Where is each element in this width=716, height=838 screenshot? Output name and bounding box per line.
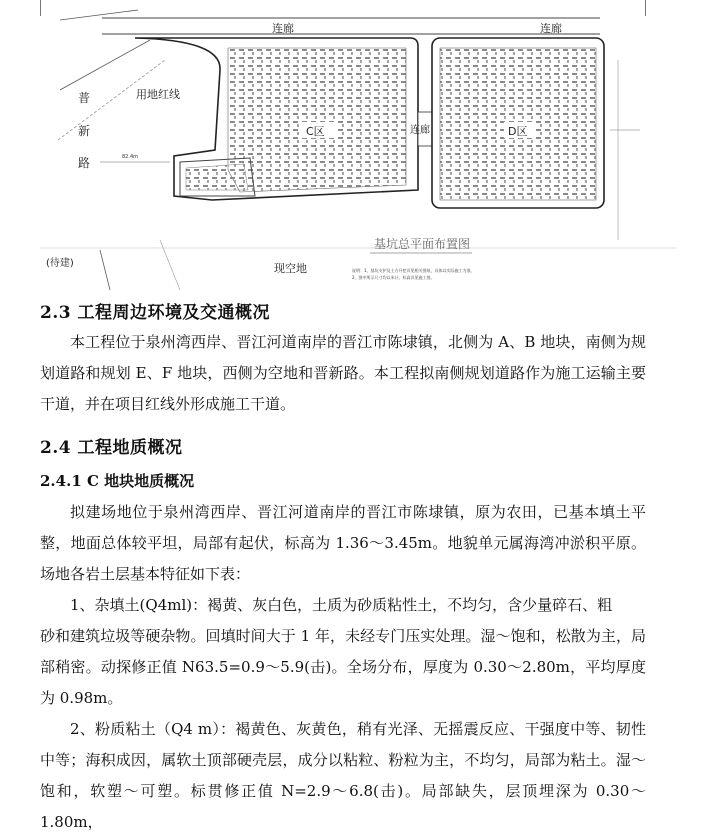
site-plan-drawing [40, 0, 676, 290]
layer-1-first-line: 1、杂填土(Q4ml)：褐黄、灰白色，土质为砂质粘性土，不均匀，含少量碎石、粗 [70, 596, 613, 614]
road-char-3: 路 [78, 156, 91, 170]
geology-intro-paragraph: 拟建场地位于泉州湾西岸、晋江河道南岸的晋江市陈埭镇，原为农田，已基本填土平整，地面总体较平坦，局部有起伏，标高为 1.36～3.45m。地貌单元属海湾冲淤积平原。场地各岩土层基本特征如下表： [40, 503, 646, 583]
road-char-2: 新 [78, 124, 91, 138]
plan-title: 基坑总平面布置图 [374, 237, 471, 251]
corridor-label-right: 连廊 [540, 22, 562, 35]
plan-note-2: 2、图中所示尺寸均以米计，标高详见施工图。 [352, 275, 435, 280]
corridor-label-middle: 连廊 [410, 125, 430, 136]
plan-note-1: 说明：1、基坑支护及土方开挖详见相关图纸，具体以实际施工为准。 [352, 268, 475, 273]
zone-d-label: D区 [508, 125, 528, 138]
redline-label: 用地红线 [136, 88, 180, 101]
dimension-label: 82.4m [122, 154, 139, 160]
vacant-label: 现空地 [274, 262, 307, 275]
zone-c-label: C区 [306, 125, 325, 138]
section-2-3-paragraph: 本工程位于泉州湾西岸、晋江河道南岸的晋江市陈埭镇，北侧为 A、B 地块，南侧为规划道路和规划 E、F 地块，西侧为空地和晋新路。本工程拟南侧规划道路作为施工运输主要干道，并在项目红线外形成施工干道。 [40, 333, 646, 413]
site-plan-figure [40, 0, 676, 290]
section-2-3-heading: 2.3 工程周边环境及交通概况 [40, 303, 270, 323]
pending-label: (待建) [46, 258, 74, 269]
layer-2-paragraph: 2、粉质粘土（Q4 m）：褐黄色、灰黄色，稍有光泽、无摇震反应、干强度中等、韧性中等；海积成因，属软土顶部硬壳层，成分以粘粒、粉粒为主，不均匀，局部为粘土。湿～饱和，软塑～可塑。标贯修正值 N=2.9～6.8(击)。局部缺失，层顶埋深为 0.30～1.80m， [40, 720, 646, 831]
road-char-1: 普 [78, 91, 91, 105]
corridor-label-left: 连廊 [272, 22, 294, 35]
layer-1-paragraph: 砂和建筑垃圾等硬杂物。回填时间大于 1 年，未经专门压实处理。湿～饱和，松散为主，局部稍密。动探修正值 N63.5=0.9～5.9(击)。全场分布，厚度为 0.30～2.80m，平均厚度为 0.98m。 [40, 627, 646, 707]
section-2-4-heading: 2.4 工程地质概况 [40, 438, 183, 458]
section-2-4-1-heading: 2.4.1 C 地块地质概况 [40, 472, 195, 490]
